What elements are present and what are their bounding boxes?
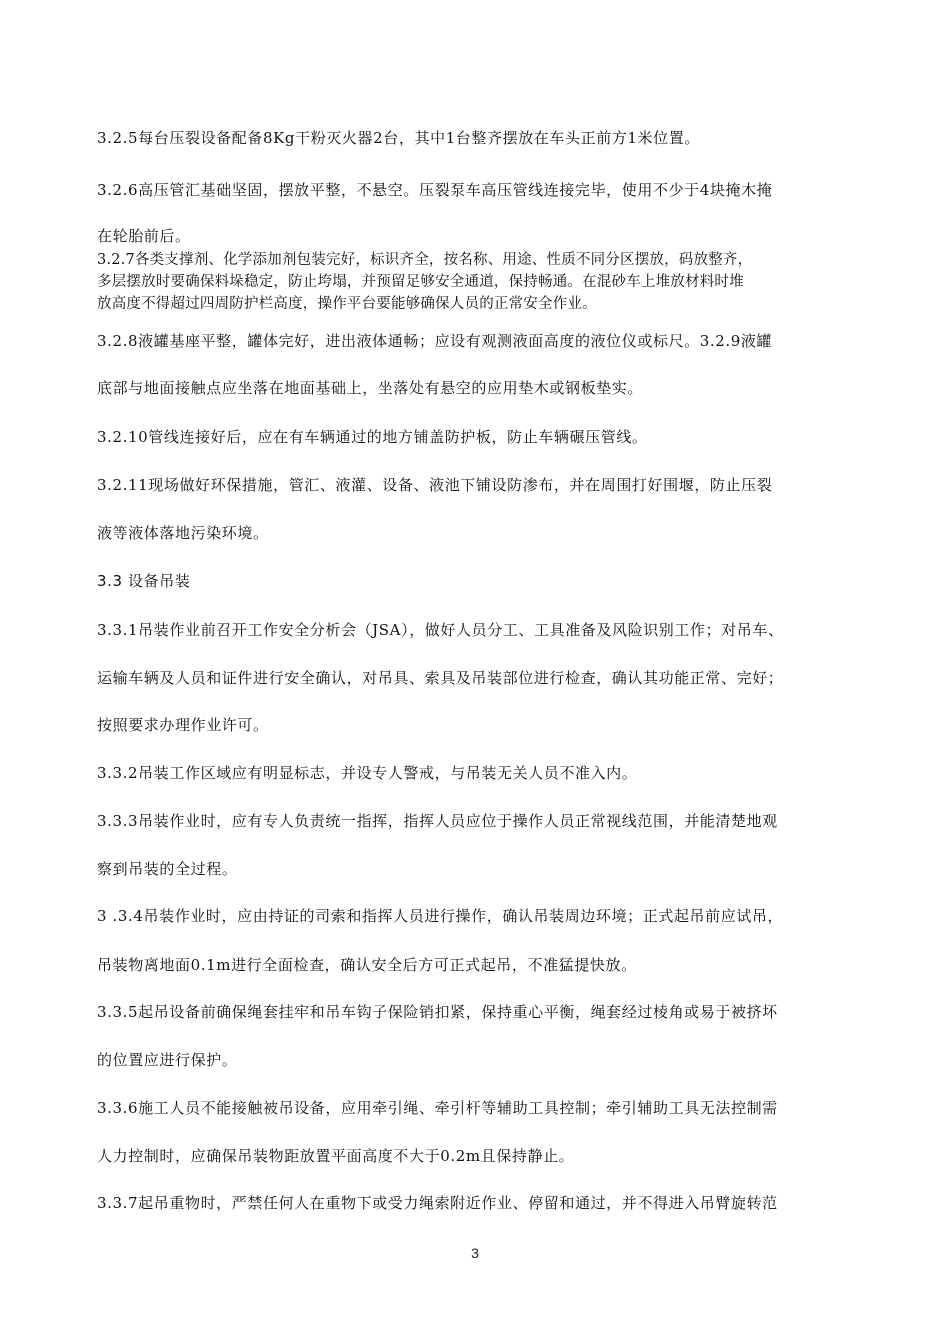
text-line: 3 .3.4吊装作业时，应由持证的司索和指挥人员进行操作，确认吊装周边环境；正式起吊前应试吊， — [97, 907, 784, 925]
text-line: 人力控制时，应确保吊装物距放置平面高度不大于0.2m且保持静止。 — [97, 1147, 575, 1165]
text-line: 察到吊装的全过程。 — [97, 860, 238, 878]
text-line: 3.2.5每台压裂设备配备8Kg干粉灭火器2台，其中1台整齐摆放在车头正前方1米位置。 — [97, 129, 700, 147]
text-line: 底部与地面接触点应坐落在地面基础上，坐落处有悬空的应用垫木或钢板垫实。 — [97, 379, 644, 397]
text-line: 3.3.7起吊重物时，严禁任何人在重物下或受力绳索附近作业、停留和通过，并不得进入吊臂旋转范 — [97, 1194, 778, 1212]
text-line: 3.2.7各类支撑剂、化学添加剂包装完好，标识齐全，按名称、用途、性质不同分区摆放，码放整齐， — [97, 252, 753, 268]
text-line: 3.2.10管线连接好后，应在有车辆通过的地方铺盖防护板，防止车辆碾压管线。 — [97, 428, 648, 446]
text-line: 按照要求办理作业许可。 — [97, 716, 269, 734]
text-line: 液等液体落地污染环境。 — [97, 524, 269, 542]
section-heading: 3.3 设备吊装 — [97, 572, 191, 590]
text-line: 3.3.6施工人员不能接触被吊设备，应用牵引绳、牵引杆等辅助工具控制；牵引辅助工具无法控制需 — [97, 1099, 778, 1117]
text-line: 多层摆放时要确保料垛稳定，防止垮塌，并预留足够安全通道，保持畅通。在混砂车上堆放材料时堆 — [97, 274, 744, 290]
text-line: 3.3.3吊装作业时，应有专人负责统一指挥，指挥人员应位于操作人员正常视线范围，并能清楚地观 — [97, 812, 778, 830]
text-line: 放高度不得超过四周防护栏高度，操作平台要能够确保人员的正常安全作业。 — [97, 296, 597, 312]
text-line: 在轮胎前后。 — [97, 227, 191, 245]
text-line: 3.2.11现场做好环保措施，管汇、液灌、设备、液池下铺设防渗布，并在周围打好围堰，防止压裂 — [97, 476, 773, 494]
text-line: 运输车辆及人员和证件进行安全确认，对吊具、索具及吊装部位进行检查，确认其功能正常、完好； — [97, 669, 784, 687]
text-line: 3.2.6高压管汇基础坚固，摆放平整，不悬空。压裂泵车高压管线连接完毕，使用不少于4块掩木掩 — [97, 181, 773, 199]
text-line: 3.2.8液罐基座平整，罐体完好，进出液体通畅；应设有观测液面高度的液位仪或标尺。3.2.9液罐 — [97, 332, 773, 350]
text-line: 3.3.5起吊设备前确保绳套挂牢和吊车钩子保险销扣紧，保持重心平衡，绳套经过棱角或易于被挤坏 — [97, 1003, 778, 1021]
text-line: 的位置应进行保护。 — [97, 1051, 238, 1069]
text-line: 3.3.2吊装工作区域应有明显标志，并设专人警戒，与吊装无关人员不准入内。 — [97, 764, 638, 782]
page-number: 3 — [471, 1245, 479, 1261]
text-line: 3.3.1吊装作业前召开工作安全分析会（JSA），做好人员分工、工具准备及风险识别工作；对吊车、 — [97, 621, 784, 639]
text-line: 吊装物离地面0.1m进行全面检查，确认安全后方可正式起吊，不准猛提快放。 — [97, 956, 637, 974]
